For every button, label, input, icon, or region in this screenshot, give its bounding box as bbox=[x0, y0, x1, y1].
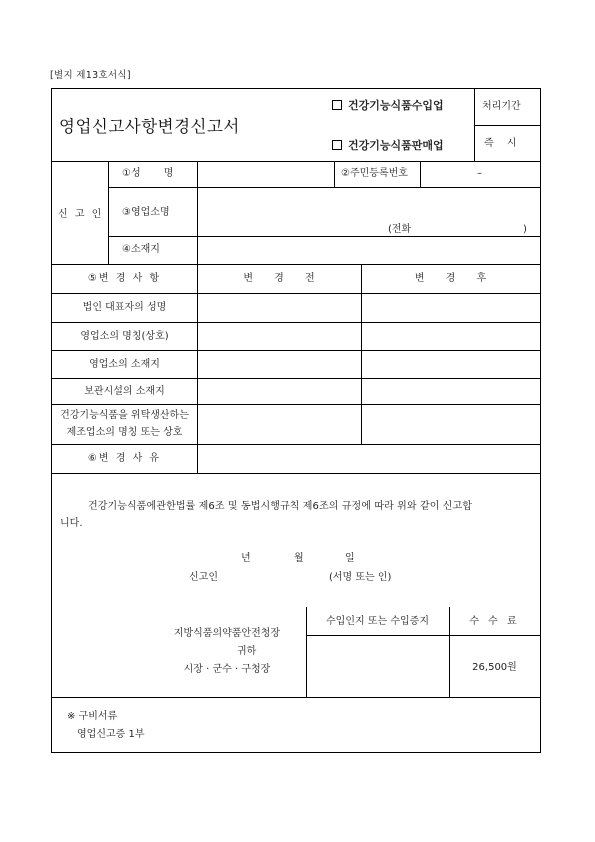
fee-label: 수 수 료 bbox=[469, 616, 520, 627]
name-label: ①성 명 bbox=[122, 168, 174, 179]
form-title: 영업신고사항변경신고서 bbox=[59, 117, 240, 136]
change-item-representative: 법인 대표자의 성명 bbox=[82, 302, 167, 313]
change-item-manufacturer-line2: 제조업소의 명칭 또는 상호 bbox=[66, 427, 183, 438]
change-item-business-name: 영업소의 명칭(상호) bbox=[80, 331, 169, 342]
address-field[interactable] bbox=[198, 237, 539, 263]
date-year: 년 bbox=[241, 553, 251, 564]
changes-header: ⑤변 경 사 항 bbox=[87, 273, 162, 284]
rrn-label: ②주민등록번호 bbox=[341, 168, 408, 179]
before-header: 변 경 전 bbox=[243, 273, 315, 284]
divider bbox=[334, 161, 335, 187]
rrn-field[interactable] bbox=[421, 162, 539, 186]
reason-field[interactable] bbox=[198, 445, 539, 472]
change-report-form bbox=[51, 88, 541, 753]
after-value-field[interactable] bbox=[362, 294, 539, 443]
date-month: 월 bbox=[294, 553, 304, 564]
phone-close: ) bbox=[523, 224, 527, 235]
recipient-line1: 지방식품의약품안전청장 bbox=[173, 628, 281, 639]
checkbox-icon[interactable] bbox=[332, 100, 342, 110]
signature-label: (서명 또는 인) bbox=[329, 572, 392, 583]
change-item-manufacturer-line1: 건강기능식품을 위탁생산하는 bbox=[60, 410, 189, 421]
declaration-text-line1: 건강기능식품에관한법률 제6조 및 동법시행규칙 제6조의 규정에 따라 위와 같이 신고합 bbox=[88, 501, 473, 512]
recipient-line2: 귀하 bbox=[237, 646, 257, 657]
attachments-item: 영업신고증 1부 bbox=[77, 729, 145, 740]
reporter-section-label: 신 고 인 bbox=[58, 209, 104, 220]
after-header: 변 경 후 bbox=[414, 273, 487, 284]
declaration-text-line2: 니다. bbox=[60, 518, 83, 529]
stamp-header: 수입인지 또는 수입증지 bbox=[326, 616, 429, 627]
divider bbox=[52, 473, 540, 474]
phone-label: (전화 bbox=[388, 224, 412, 235]
divider bbox=[52, 697, 540, 698]
before-value-field[interactable] bbox=[198, 294, 360, 443]
attachments-title: ※ 구비서류 bbox=[67, 711, 118, 722]
form-number-label: [별지 제13호서식] bbox=[50, 70, 131, 81]
recipient-line3: 시장 · 군수 · 구청장 bbox=[183, 664, 271, 675]
address-label: ④소재지 bbox=[122, 244, 160, 255]
divider bbox=[474, 125, 540, 126]
name-field[interactable] bbox=[198, 162, 333, 186]
rrn-dash: – bbox=[477, 168, 482, 179]
stamp-area[interactable] bbox=[307, 636, 448, 696]
change-item-storage: 보관시설의 소재지 bbox=[84, 386, 165, 397]
business-type-import[interactable]: 건강기능식품수입업 bbox=[332, 100, 444, 111]
date-day: 일 bbox=[345, 553, 355, 564]
processing-period-label: 처리기간 bbox=[482, 101, 521, 112]
processing-period-value: 즉 시 bbox=[484, 138, 522, 149]
change-item-location: 영업소의 소재지 bbox=[89, 359, 160, 370]
business-name-label: ③영업소명 bbox=[122, 207, 170, 218]
divider bbox=[108, 161, 109, 264]
divider bbox=[52, 264, 540, 265]
divider bbox=[474, 89, 475, 161]
business-type-sales[interactable]: 건강기능식품판매업 bbox=[332, 140, 444, 151]
signer-label: 신고인 bbox=[189, 572, 218, 583]
fee-amount: 26,500원 bbox=[472, 662, 517, 673]
reason-label: ⑥변 경 사 유 bbox=[87, 453, 162, 464]
checkbox-icon[interactable] bbox=[332, 140, 342, 150]
business-name-field[interactable] bbox=[198, 188, 539, 235]
